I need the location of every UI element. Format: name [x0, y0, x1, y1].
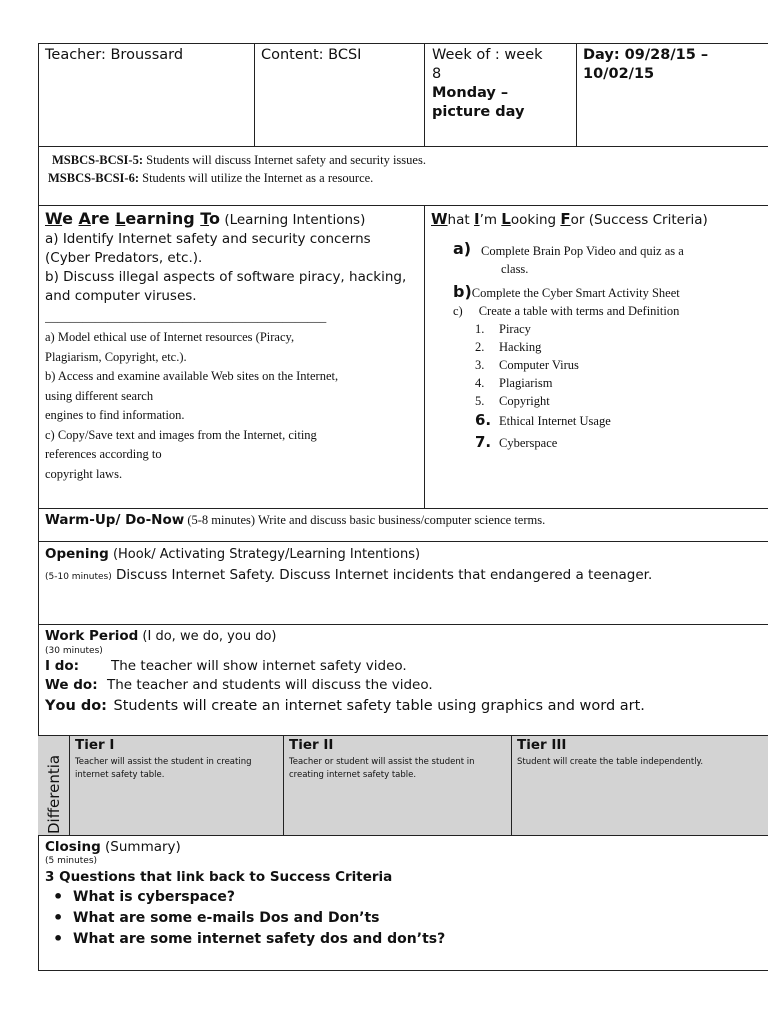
closing-label: Closing — [45, 839, 101, 855]
differentiation-side-label: Differentia — [45, 754, 63, 834]
list-item: • What are some internet safety dos and don’ts? — [45, 929, 763, 950]
you-do-label-rest: ou do: — [55, 698, 107, 714]
diff-divider-label — [69, 735, 70, 836]
work-time: (30 minutes) — [45, 646, 103, 656]
warmup-text: Write and discuss basic business/computer science terms. — [255, 513, 546, 527]
opening-label: Opening — [45, 546, 109, 562]
criterion-a-marker: a) — [453, 239, 472, 258]
warmup-time: (5-8 minutes) — [184, 513, 256, 527]
week-line-3: Monday – — [432, 85, 509, 101]
learning-heading: We Are Learning To (Learning Intentions) — [45, 209, 366, 228]
criterion-c — [431, 302, 766, 320]
standards-block — [48, 151, 758, 187]
list-item: • What is cyberspace? — [45, 887, 763, 908]
work-label: Work Period — [45, 628, 139, 644]
criterion-b — [431, 282, 766, 302]
opening-row — [45, 544, 763, 587]
term-item: 4. Plagiarism — [475, 376, 553, 390]
day-line-1: Day: 09/28/15 – — [583, 47, 709, 63]
criterion-a — [431, 239, 766, 278]
header-divider-3 — [576, 43, 577, 146]
week-line-4: picture day — [432, 104, 525, 120]
opening-sub: (Hook/ Activating Strategy/Learning Intentions) — [108, 547, 421, 562]
learning-lines: a) Identify Internet safety and security concerns (Cyber Predators, etc.). b) Discuss illegal aspects of software piracy, hacking, and computer viruses. — [45, 231, 407, 304]
tier-2 — [289, 737, 507, 782]
learning-divider — [424, 205, 425, 508]
day-line-2: 10/02/15 — [583, 66, 655, 82]
warmup-label: Warm-Up/ Do-Now — [45, 512, 185, 528]
standards-bottom-rule — [38, 205, 768, 206]
teacher-name: Teacher: Broussard — [45, 47, 184, 63]
criterion-a-text-2: class. — [501, 262, 529, 276]
opening-text: Discuss Internet Safety. Discuss Internet incidents that endangered a teenager. — [111, 567, 653, 583]
standard-1 — [48, 151, 758, 169]
criterion-c-marker: c) — [453, 304, 463, 318]
standard-2-text: Students will utilize the Internet as a resource. — [139, 171, 374, 185]
standard-2 — [48, 169, 758, 187]
opening-time: (5-10 minutes) — [45, 572, 112, 582]
we-do-label: We do: — [45, 677, 98, 693]
standard-1-code: MSBCS-BCSI-5: — [52, 153, 143, 167]
closing-questions-heading: 3 Questions that link back to Success Criteria — [45, 869, 393, 885]
term-item: 1. Piracy — [475, 322, 531, 336]
week-line-1: Week of : week — [432, 47, 543, 63]
looking-heading-suffix: (Success Criteria) — [584, 212, 708, 228]
closing-sub: (Summary) — [100, 839, 181, 855]
warmup-bottom-rule — [38, 541, 768, 542]
term-item: 2. Hacking — [475, 340, 542, 354]
list-item: • What are some e-mails Dos and Don’ts — [45, 908, 763, 929]
work-period-row — [45, 626, 763, 717]
tier-2-title: Tier II — [289, 737, 334, 753]
term-item: 3. Computer Virus — [475, 358, 579, 372]
term-item: 7. Cyberspace — [475, 433, 558, 451]
standard-1-text: Students will discuss Internet safety and security issues. — [143, 153, 426, 167]
learning-heading-suffix: (Learning Intentions) — [220, 212, 366, 228]
week-cell — [432, 46, 574, 122]
week-line-2: 8 — [432, 66, 442, 82]
diff-divider-2 — [511, 735, 512, 836]
tier-1-text: Teacher will assist the student in creating internet safety table. — [75, 757, 252, 780]
term-item: 5. Copyright — [475, 394, 550, 408]
day-cell — [583, 46, 767, 84]
tier-3 — [517, 737, 763, 769]
closing-row — [45, 837, 763, 950]
you-do-label-bold: Y — [45, 698, 56, 714]
closing-time: (5 minutes) — [45, 856, 98, 866]
tier-3-text: Student will create the table independently. — [517, 757, 704, 767]
standard-2-code: MSBCS-BCSI-6: — [48, 171, 139, 185]
tier-1-title: Tier I — [75, 737, 115, 753]
you-do-text: Students will create an internet safety table using graphics and word art. — [113, 698, 645, 714]
success-criteria-cell — [431, 209, 766, 454]
content-subject: Content: BCSI — [261, 47, 362, 63]
learning-rule: _____________________________________________ — [45, 310, 327, 324]
learning-serif-lines: a) Model ethical use of Internet resources (Piracy, Plagiarism, Copyright, etc.). b) Access and examine available Web sites on the Internet, using different search engines to find information. c) Copy/Save text and images from the Internet, citing references according to copyright laws. — [45, 330, 339, 481]
tier-3-title: Tier III — [517, 737, 567, 753]
closing-questions-list — [45, 887, 763, 950]
opening-bottom-rule — [38, 624, 768, 625]
content-cell — [261, 46, 421, 65]
term-item: 6. Ethical Internet Usage — [475, 411, 611, 429]
learning-intentions-cell — [45, 209, 421, 484]
tier-2-text: Teacher or student will assist the student in creating internet safety table. — [289, 757, 475, 780]
warmup-row — [45, 511, 763, 529]
criterion-c-text: Create a table with terms and Definition — [478, 304, 680, 318]
criterion-b-marker: b) — [453, 282, 472, 301]
learning-bottom-rule — [38, 508, 768, 509]
header-divider-2 — [424, 43, 425, 146]
diff-divider-1 — [283, 735, 284, 836]
header-bottom-rule — [38, 146, 768, 147]
we-do-text: The teacher and students will discuss the video. — [107, 677, 433, 693]
teacher-cell — [45, 46, 250, 65]
criterion-b-text: Complete the Cyber Smart Activity Sheet — [471, 286, 680, 300]
criterion-a-text-1: Complete Brain Pop Video and quiz as a — [481, 244, 684, 258]
tier-1 — [75, 737, 279, 782]
i-do-text: The teacher will show internet safety video. — [111, 658, 407, 674]
i-do-label: I do: — [45, 658, 80, 674]
work-sub: (I do, we do, you do) — [138, 629, 277, 644]
looking-heading: What I’m Looking For (Success Criteria) — [431, 210, 708, 228]
header-divider-1 — [254, 43, 255, 146]
terms-list — [431, 320, 766, 454]
